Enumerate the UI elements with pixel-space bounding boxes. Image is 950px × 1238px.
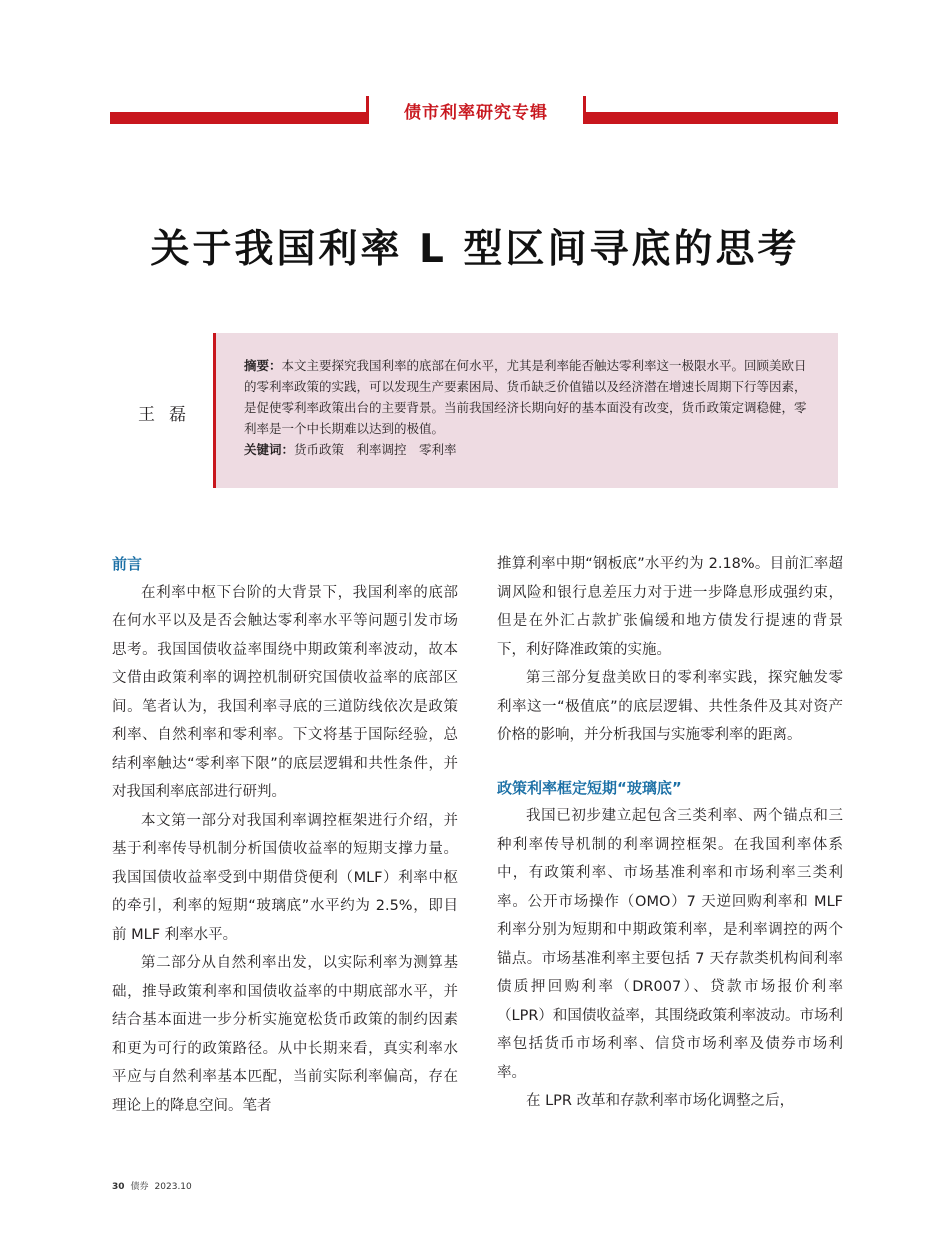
page-number: 30: [112, 1182, 125, 1192]
article-title: 关于我国利率 L 型区间寻底的思考: [150, 227, 800, 272]
paragraph: 我国已初步建立起包含三类利率、两个锚点和三种利率传导机制的利率调控框架。在我国利率体系中，有政策利率、市场基准利率和市场利率三类利率。公开市场操作（OMO）7 天逆回购利率和 MLF 利率分别为短期和中期政策利率，是利率调控的两个锚点。市场基准利率主要包括 7 天存款类机构间利率债质押回购利率（DR007）、贷款市场报价利率（LPR）和国债收益率，其围绕政策利率波动。市场利率包括货币市场利率、信贷市场利率及债券市场利率。: [497, 808, 843, 1081]
page-footer: [112, 1179, 198, 1192]
paragraph: 第二部分从自然利率出发，以实际利率为测算基础，推导政策利率和国债收益率的中期底部水平，并结合基本面进一步分析实施宽松货币政策的制约因素和更为可行的政策路径。从中长期来看，真实利率水平应与自然利率基本匹配，当前实际利率偏高，存在理论上的降息空间。笔者: [112, 955, 458, 1114]
issue-number: 2023.10: [154, 1182, 192, 1192]
column-header-label: 债市利率研究专辑: [404, 102, 548, 123]
column-header: [366, 96, 586, 124]
paragraph: 第三部分复盘美欧日的零利率实践，探究触发零利率这一“极值底”的底层逻辑、共性条件及其对资产价格的影响，并分析我国与实施零利率的距离。: [497, 670, 843, 743]
paragraph: 在 LPR 改革和存款利率市场化调整之后，: [526, 1093, 795, 1109]
section-heading-policy-rate: 政策利率框定短期“玻璃底”: [497, 778, 682, 797]
keywords-text: 货币政策 利率调控 零利率: [294, 442, 457, 457]
paragraph: 本文第一部分对我国利率调控框架进行介绍，并基于利率传导机制分析国债收益率的短期支撑力量。我国国债收益率受到中期借贷便利（MLF）利率中枢的牵引，利率的短期“玻璃底”水平约为 2.5%，即目前 MLF 利率水平。: [112, 812, 458, 943]
abstract-box: [213, 333, 838, 488]
abstract: [244, 355, 810, 439]
abstract-label: 摘要：: [244, 358, 282, 373]
header-rule-right: [586, 112, 838, 124]
keywords-label: 关键词：: [244, 442, 295, 457]
keywords: [244, 439, 810, 460]
section-spacer: [497, 750, 843, 774]
abstract-text: 本文主要探究我国利率的底部在何水平，尤其是利率能否触达零利率这一极限水平。回顾美欧日的零利率政策的实践，可以发现生产要素困局、货币缺乏价值锚以及经济潜在增速长周期下行等因素，是促使零利率政策出台的主要背景。当前我国经济长期向好的基本面没有改变，货币政策定调稳健，零利率是一个中长期难以达到的极值。: [244, 358, 807, 436]
paragraph-continuation: 推算利率中期“钢板底”水平约为 2.18%。目前汇率超调风险和银行息差压力对于进一步降息形成强约束，但是在外汇占款扩张偏缓和地方债发行提速的背景下，利好降准政策的实施。: [497, 556, 843, 658]
left-column: [112, 550, 458, 1120]
header-rule-left: [110, 112, 366, 124]
section-heading-preface: 前言: [112, 555, 143, 573]
paragraph: 在利率中枢下台阶的大背景下，我国利率的底部在何水平以及是否会触达零利率水平等问题引发市场思考。我国国债收益率围绕中期政策利率波动，故本文借由政策利率的调控机制研究国债收益率的底部区间。笔者认为，我国利率寻底的三道防线依次是政策利率、自然利率和零利率。下文将基于国际经验，总结利率触达“零利率下限”的底层逻辑和共性条件，并对我国利率底部进行研判。: [112, 584, 458, 800]
author-name: 王磊: [138, 405, 200, 425]
right-column: [497, 550, 843, 1116]
journal-name: 债券: [130, 1182, 149, 1192]
